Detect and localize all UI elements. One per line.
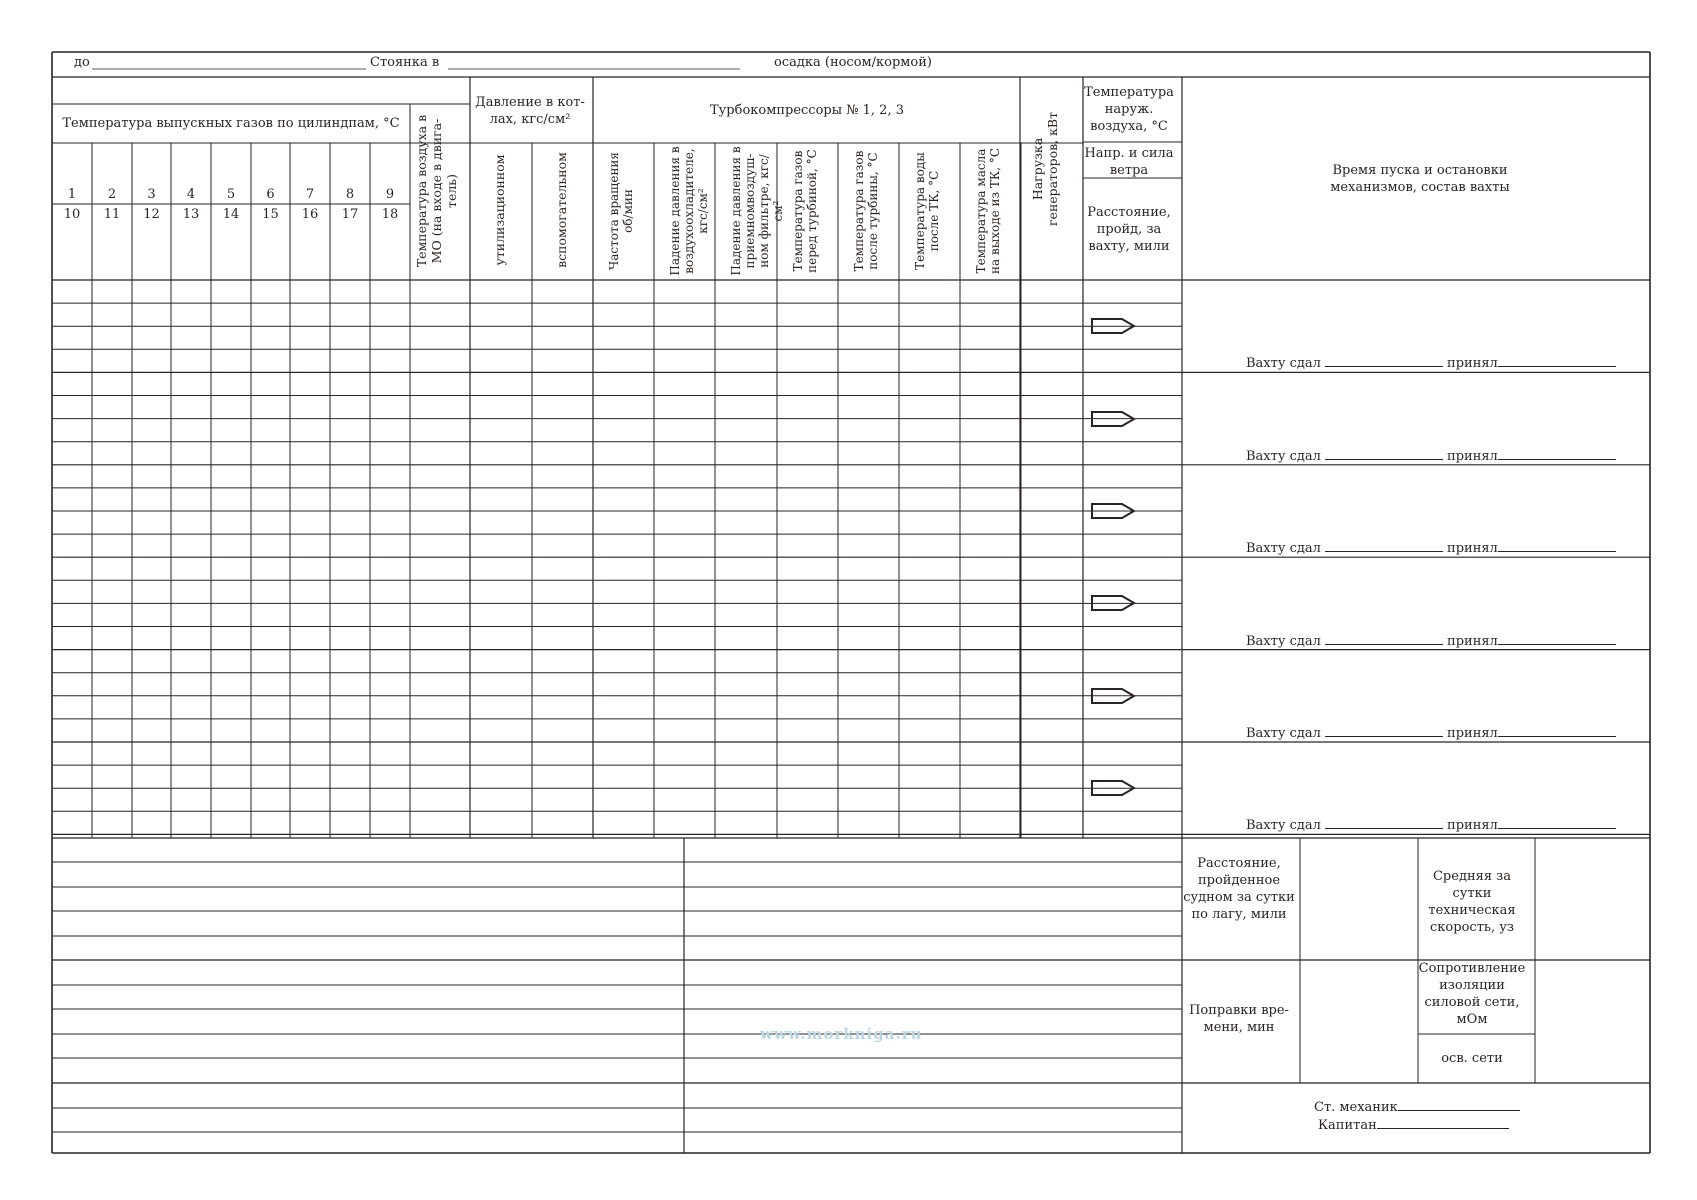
turbo-column-label: Температура масла на выходе из ТК, °С — [974, 147, 1002, 275]
boiler-column-label: утилизационном — [492, 154, 507, 266]
watch-signature-line — [1246, 447, 1616, 465]
watch-signature-line — [1246, 816, 1616, 834]
distance-day-label: Расстояние, пройденное судном за сутки по лагу, мили — [1183, 856, 1295, 922]
cylinder-number: 17 — [341, 207, 359, 222]
arrow-tag-icon — [1090, 409, 1138, 429]
watch-handed-label: Вахту сдал — [1246, 633, 1321, 649]
watch-handed-label: Вахту сдал — [1246, 448, 1321, 464]
watch-handed-label: Вахту сдал — [1246, 541, 1321, 557]
distance-watch-label: Расстояние, пройд, за вахту, мили — [1087, 205, 1171, 254]
outside-temp-label: Температура наруж. воздуха, °С — [1084, 85, 1174, 134]
cylinder-number: 1 — [67, 187, 77, 202]
lighting-label: осв. сети — [1441, 1051, 1503, 1066]
boiler-column-label: вспомогательном — [554, 152, 569, 268]
watch-accepted-label: принял — [1442, 818, 1498, 834]
cylinder-number: 18 — [381, 207, 399, 222]
turbo-column-label: Температура газов после турбины, °С — [852, 150, 880, 272]
insulation-label: Сопротивление изоляции силовой сети, мОм — [1418, 961, 1526, 1027]
turbo-column-label: Температура газов перед турбиной, °С — [791, 149, 819, 273]
avg-speed-label: Средняя за сутки техническая скорость, уз — [1428, 869, 1516, 935]
turbo-column-label: Падение давления в приемномвоздуш-ном фильтре, кгс/см² — [729, 146, 785, 276]
captain-label: Капитан — [1318, 1118, 1377, 1133]
watch-accepted-label: принял — [1442, 541, 1498, 557]
air-temp-label: Температура воздуха в МО (на входе в двига-тель) — [414, 114, 459, 268]
cylinder-number: 12 — [143, 207, 160, 222]
gen-load-label: Нагрузка генераторов, кВт — [1030, 112, 1060, 226]
turbo-title: Турбокомпрессоры № 1, 2, 3 — [709, 103, 904, 118]
exhaust-title: Температура выпускных газов по цилиндпам, °С — [62, 116, 400, 131]
turbo-column-label: Падение давления в воздухоохладителе, кгс/см² — [668, 146, 710, 276]
captain-line — [1318, 1116, 1509, 1134]
cylinder-number: 7 — [305, 187, 315, 202]
wind-label: Напр. и сила ветра — [1084, 146, 1174, 178]
arrow-tag-icon — [1090, 686, 1138, 706]
watch-accepted-label: принял — [1442, 633, 1498, 649]
cylinder-number: 15 — [262, 207, 279, 222]
cylinder-number: 13 — [182, 207, 200, 222]
cylinder-number: 8 — [345, 187, 355, 202]
watermark: www.morkniga.ru — [760, 1025, 923, 1043]
arrow-tag-icon — [1090, 316, 1138, 336]
arrow-tag-icon — [1090, 593, 1138, 613]
cylinder-number: 16 — [301, 207, 319, 222]
cylinder-number: 6 — [266, 187, 275, 202]
cylinder-number: 11 — [103, 207, 121, 222]
watch-handed-label: Вахту сдал — [1246, 726, 1321, 741]
time-corr-label: Поправки вре-мени, мин — [1189, 1003, 1289, 1035]
turbo-column-label: Температура воды после ТК, °С — [913, 152, 941, 270]
cylinder-number: 2 — [107, 187, 117, 202]
cylinder-number: 5 — [226, 187, 236, 202]
arrow-tag-icon — [1090, 501, 1138, 521]
watch-handed-label: Вахту сдал — [1246, 356, 1321, 372]
cylinder-number: 14 — [222, 207, 240, 222]
cylinder-number: 3 — [147, 187, 156, 202]
anchorage-label: Стоянка в — [370, 55, 440, 70]
boiler-title: Давление в кот-лах, кгс/см² — [475, 95, 585, 127]
cylinder-number: 4 — [186, 187, 196, 202]
watch-signature-line — [1246, 632, 1616, 650]
watch-accepted-label: принял — [1442, 356, 1498, 372]
cylinder-number: 9 — [385, 187, 395, 202]
arrow-tag-icon — [1090, 778, 1138, 798]
to-label: до — [74, 55, 90, 70]
chief-engineer-line — [1314, 1098, 1520, 1116]
watch-signature-line — [1246, 539, 1616, 557]
start-stop-label: Время пуска и остановки механизмов, состав вахты — [1330, 163, 1510, 195]
watch-signature-line — [1246, 354, 1616, 372]
turbo-column-label: Частота вращения об/мин — [607, 151, 635, 271]
chief-engineer-label: Ст. механик — [1314, 1100, 1398, 1115]
watch-accepted-label: принял — [1442, 448, 1498, 464]
watch-accepted-label: принял — [1442, 726, 1498, 741]
watch-handed-label: Вахту сдал — [1246, 818, 1321, 834]
draft-label: осадка (носом/кормой) — [774, 55, 932, 70]
watch-signature-line — [1246, 724, 1616, 742]
cylinder-number: 10 — [63, 207, 81, 222]
